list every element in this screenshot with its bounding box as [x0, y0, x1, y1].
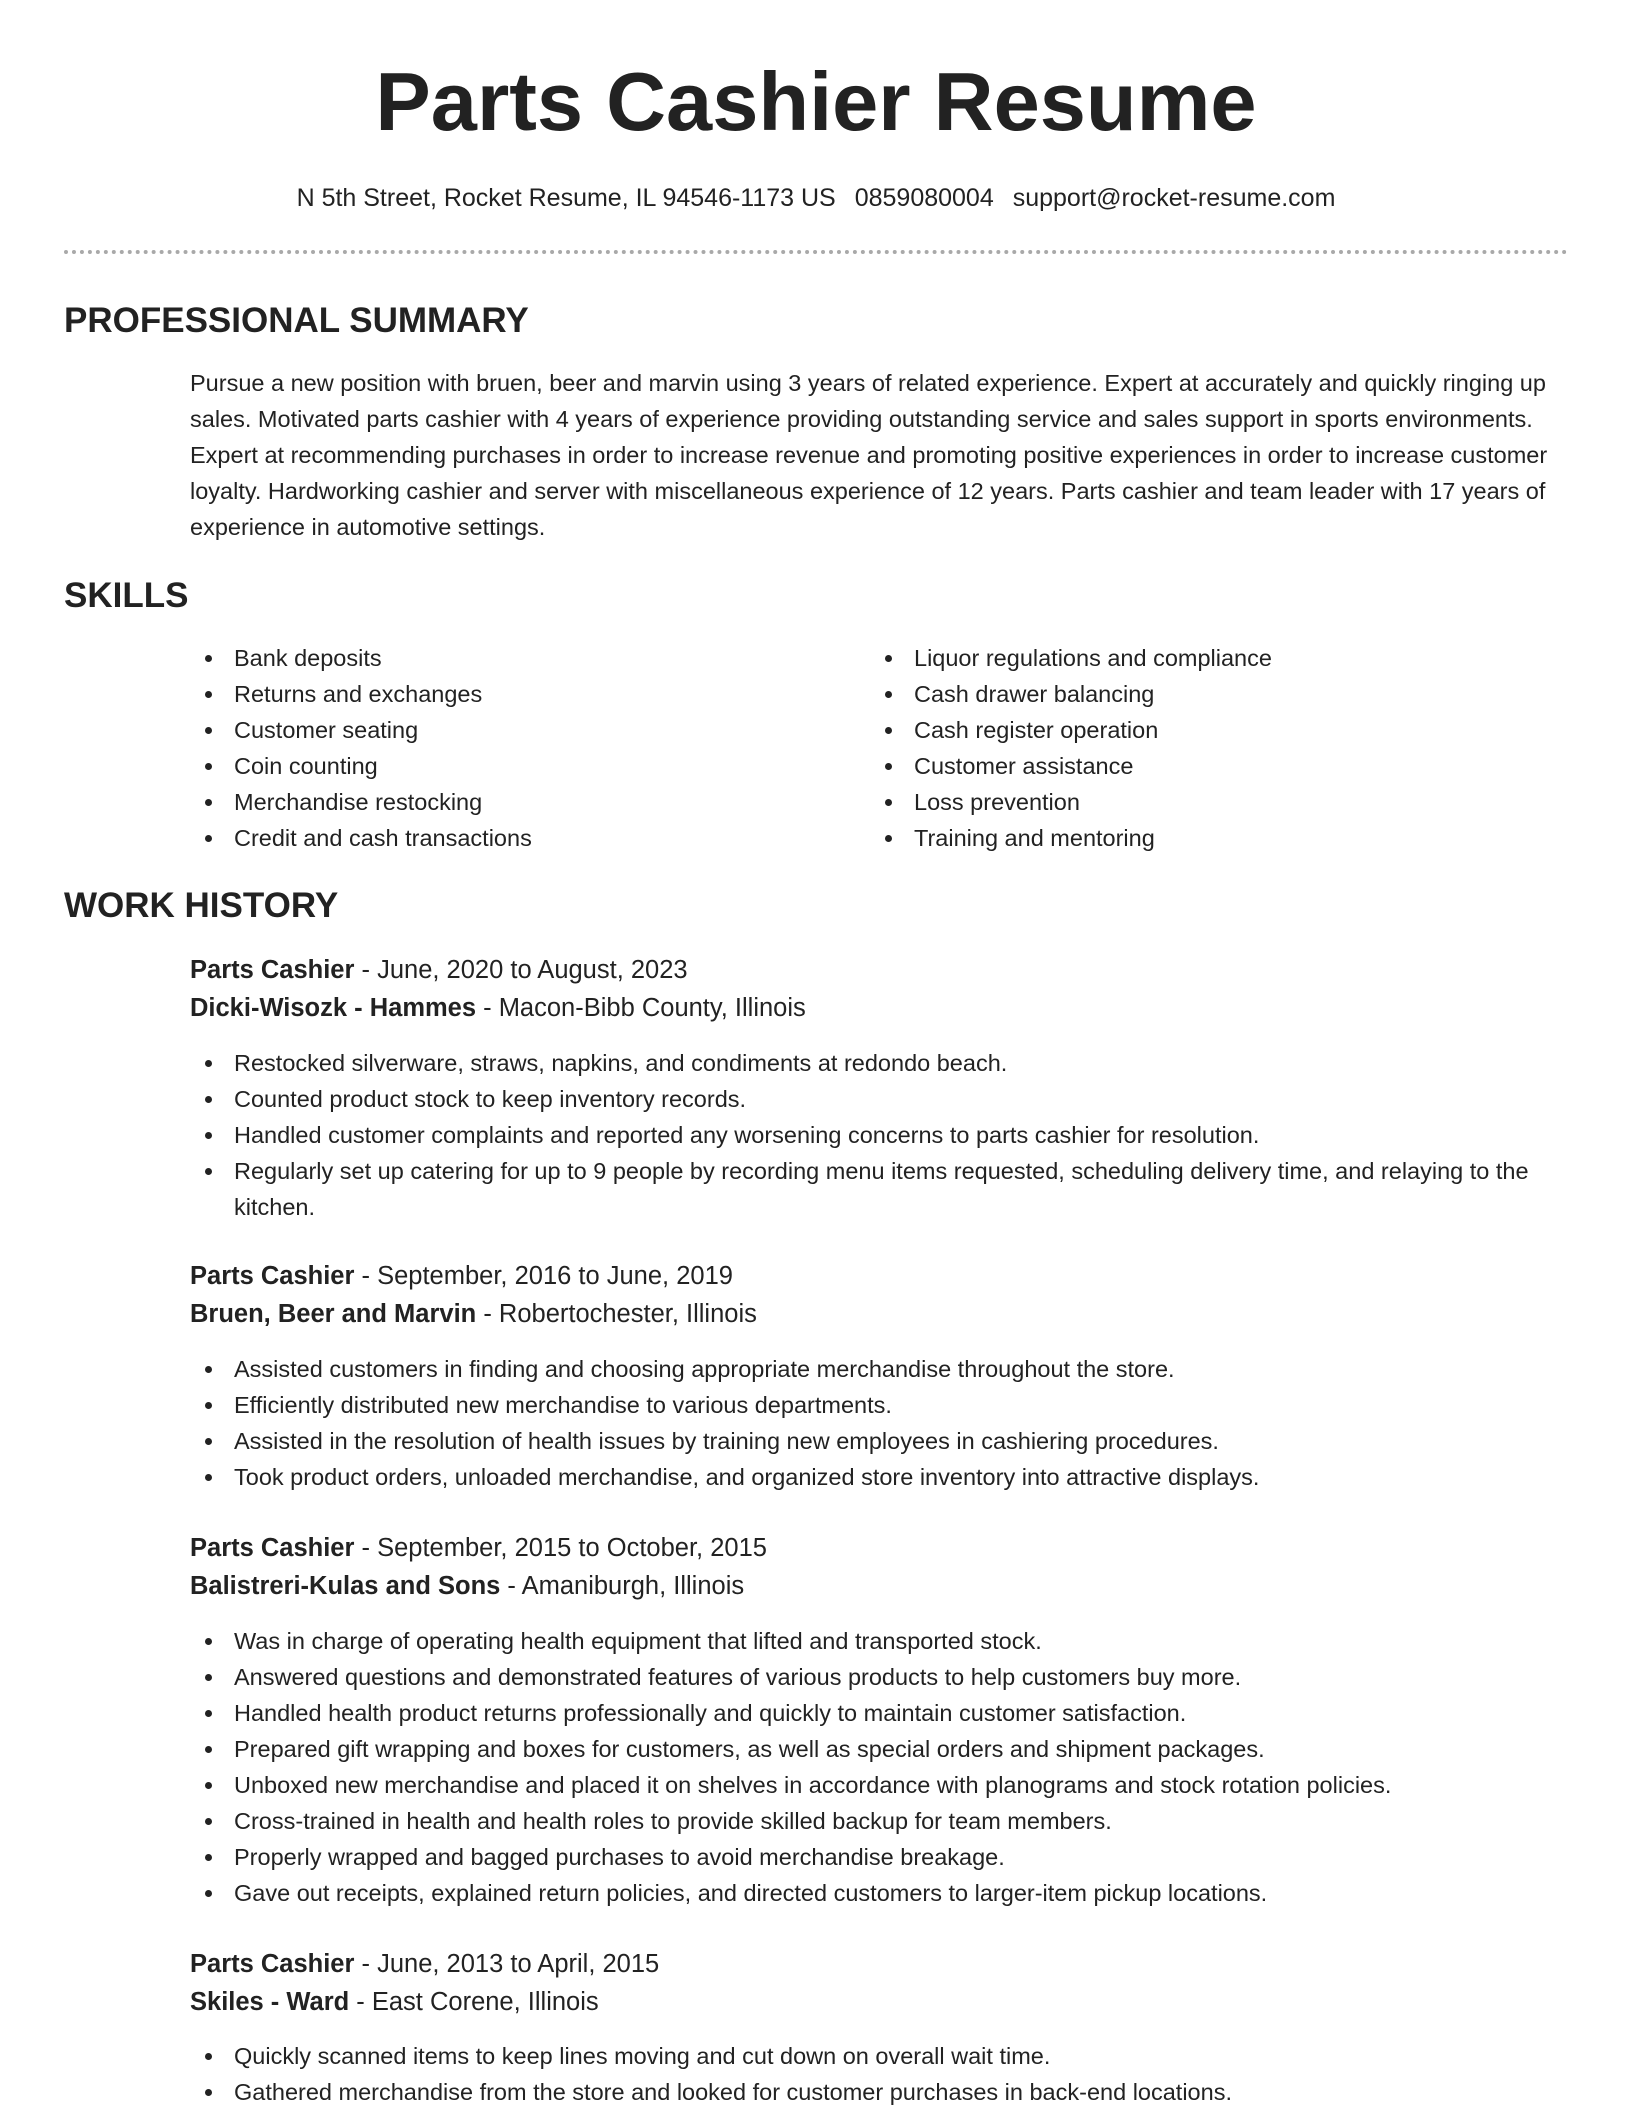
skill-item: Bank deposits — [190, 640, 830, 676]
job-duty: Regularly set up catering for up to 9 people by recording menu items requested, scheduling delivery time, and relaying to the kitchen. — [190, 1153, 1570, 1225]
job-company-line — [190, 1295, 757, 1333]
job-dates: - June, 2013 to April, 2015 — [354, 1950, 660, 1978]
contact-info — [0, 180, 1632, 216]
job-duty: Assisted customers in finding and choosing appropriate merchandise throughout the store. — [190, 1351, 1570, 1387]
job-duties — [190, 1351, 1570, 1495]
skill-item: Cash drawer balancing — [870, 676, 1570, 712]
job-dates: - September, 2016 to June, 2019 — [354, 1262, 733, 1290]
job-company-line — [190, 989, 806, 1027]
skill-item: Customer seating — [190, 712, 830, 748]
job-title-line — [190, 1257, 733, 1295]
job-duty: Took product orders, unloaded merchandise, and organized store inventory into attractive displays. — [190, 1459, 1570, 1495]
job-duty: Restocked silverware, straws, napkins, and condiments at redondo beach. — [190, 1045, 1570, 1081]
contact-email[interactable]: support@rocket-resume.com — [1012, 184, 1336, 212]
job-location: - Robertochester, Illinois — [476, 1300, 757, 1328]
header-divider — [64, 250, 1568, 254]
job-company: Bruen, Beer and Marvin — [190, 1300, 477, 1328]
job-company: Skiles - Ward — [190, 1988, 350, 2016]
job-title: Parts Cashier — [190, 1950, 355, 1978]
job-duties — [190, 2038, 1570, 2110]
job-location: - Amaniburgh, Illinois — [500, 1572, 745, 1600]
job-dates: - June, 2020 to August, 2023 — [354, 956, 688, 984]
job-title: Parts Cashier — [190, 1534, 355, 1562]
page-title: Parts Cashier Resume — [375, 55, 1257, 148]
summary-heading: PROFESSIONAL SUMMARY — [64, 301, 529, 340]
skill-item: Returns and exchanges — [190, 676, 830, 712]
job-company: Balistreri-Kulas and Sons — [190, 1572, 501, 1600]
skill-item: Training and mentoring — [870, 820, 1570, 856]
job-title: Parts Cashier — [190, 956, 355, 984]
job-duty: Handled health product returns professionally and quickly to maintain customer satisfaction. — [190, 1695, 1570, 1731]
job-duty: Unboxed new merchandise and placed it on shelves in accordance with planograms and stock rotation policies. — [190, 1767, 1570, 1803]
job-duty: Answered questions and demonstrated features of various products to help customers buy more. — [190, 1659, 1570, 1695]
job-duties — [190, 1045, 1570, 1225]
job-title-line — [190, 1529, 767, 1567]
job-duty: Handled customer complaints and reported any worsening concerns to parts cashier for resolution. — [190, 1117, 1570, 1153]
job-company-line — [190, 1567, 744, 1605]
job-company: Dicki-Wisozk - Hammes — [190, 994, 477, 1022]
job-duty: Efficiently distributed new merchandise to various departments. — [190, 1387, 1570, 1423]
job-title: Parts Cashier — [190, 1262, 355, 1290]
job-title-line — [190, 951, 688, 989]
job-duty: Was in charge of operating health equipment that lifted and transported stock. — [190, 1623, 1570, 1659]
work-history-heading: WORK HISTORY — [64, 886, 339, 925]
job-location: - East Corene, Illinois — [349, 1988, 599, 2016]
job-duty: Assisted in the resolution of health issues by training new employees in cashiering procedures. — [190, 1423, 1570, 1459]
job-duty: Properly wrapped and bagged purchases to avoid merchandise breakage. — [190, 1839, 1570, 1875]
skill-item: Liquor regulations and compliance — [870, 640, 1570, 676]
job-location: - Macon-Bibb County, Illinois — [476, 994, 806, 1022]
job-duty: Cross-trained in health and health roles to provide skilled backup for team members. — [190, 1803, 1570, 1839]
skill-item: Cash register operation — [870, 712, 1570, 748]
skill-item: Customer assistance — [870, 748, 1570, 784]
skill-item: Loss prevention — [870, 784, 1570, 820]
job-duty: Quickly scanned items to keep lines moving and cut down on overall wait time. — [190, 2038, 1570, 2074]
summary-text: Pursue a new position with bruen, beer and marvin using 3 years of related experience. Expert at accurately and quickly ringing up sales. Motivated parts cashier with 4 years of experience providing outstanding service and sales support in sports environments. Expert at recommending purchases in order to increase revenue and promoting positive experiences in order to increase customer loyalty. Hardworking cashier and server with miscellaneous experience of 12 years. Parts cashier and team leader with 17 years of experience in automotive settings. — [190, 370, 1548, 540]
job-dates: - September, 2015 to October, 2015 — [354, 1534, 767, 1562]
skills-heading: SKILLS — [64, 576, 189, 615]
job-duties — [190, 1623, 1570, 1911]
job-duty: Gave out receipts, explained return policies, and directed customers to larger-item pickup locations. — [190, 1875, 1570, 1911]
skill-item: Credit and cash transactions — [190, 820, 830, 856]
contact-phone[interactable]: 0859080004 — [854, 184, 994, 212]
job-duty: Gathered merchandise from the store and looked for customer purchases in back-end locations. — [190, 2074, 1570, 2110]
skills-right-column — [870, 640, 1570, 856]
contact-address: N 5th Street, Rocket Resume, IL 94546-1173 US — [296, 184, 836, 212]
job-company-line — [190, 1983, 599, 2021]
skills-left-column — [190, 640, 830, 856]
job-duty: Prepared gift wrapping and boxes for customers, as well as special orders and shipment packages. — [190, 1731, 1570, 1767]
skill-item: Merchandise restocking — [190, 784, 830, 820]
job-duty: Counted product stock to keep inventory records. — [190, 1081, 1570, 1117]
skill-item: Coin counting — [190, 748, 830, 784]
job-title-line — [190, 1945, 659, 1983]
